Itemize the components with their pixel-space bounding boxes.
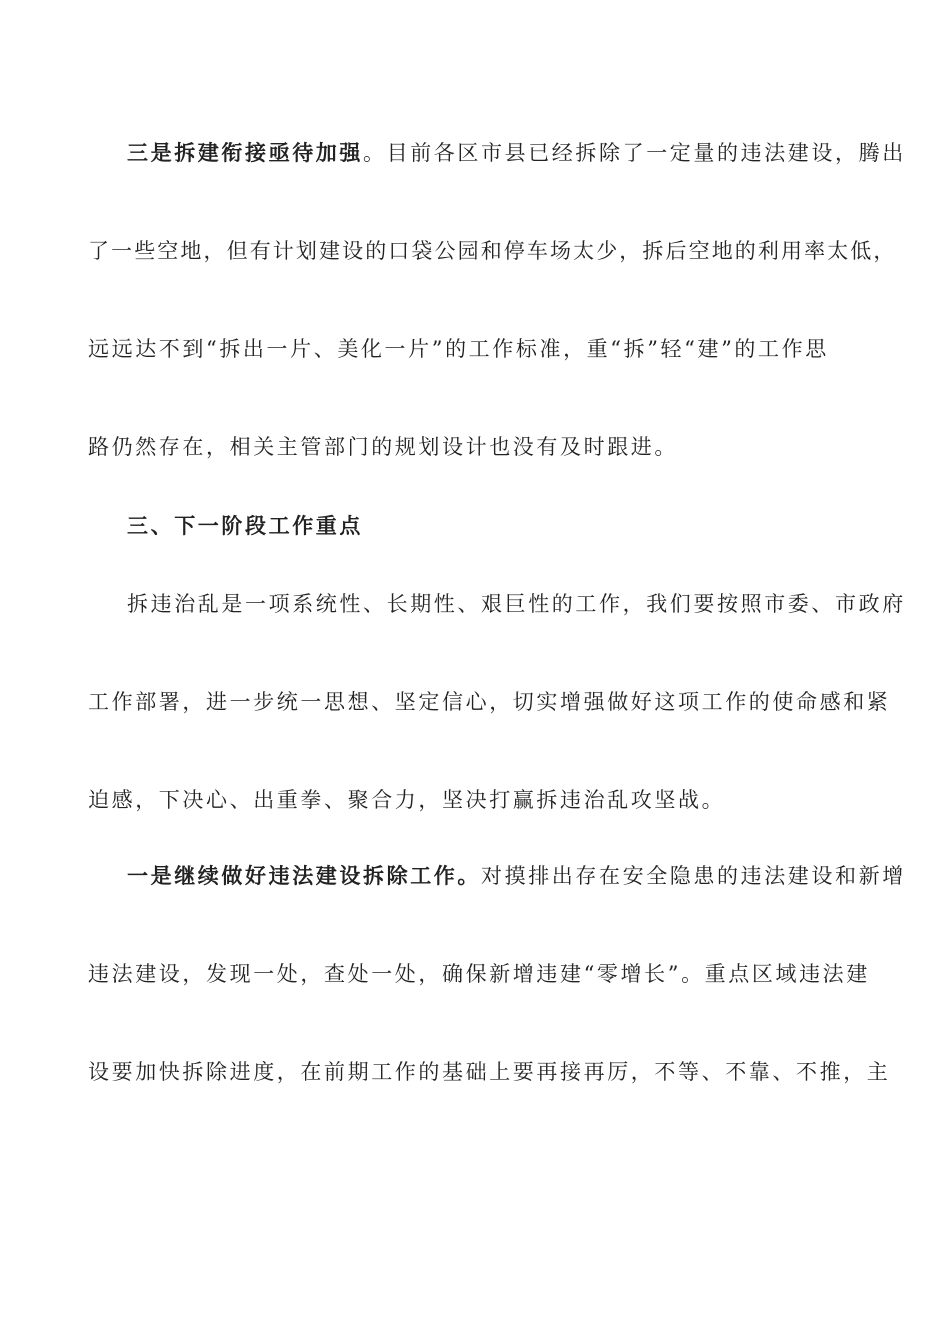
para1-line3: 远远达不到“拆出一片、美化一片”的工作标准，重“拆”轻“建”的工作思 xyxy=(88,337,829,361)
para2-line2: 工作部署，进一步统一思想、坚定信心，切实增强做好这项工作的使命感和紧 xyxy=(88,690,891,714)
para3-line2: 违法建设，发现一处，查处一处，确保新增违建“零增长”。重点区域违法建 xyxy=(88,962,870,986)
para1-line4: 路仍然存在，相关主管部门的规划设计也没有及时跟进。 xyxy=(88,435,678,459)
para1-line2: 了一些空地，但有计划建设的口袋公园和停车场太少，拆后空地的利用率太低， xyxy=(88,239,897,263)
para2-line1: 拆违治乱是一项系统性、长期性、艰巨性的工作，我们要按照市委、市政府 xyxy=(127,592,906,616)
para3-lead-heading: 一是继续做好违法建设拆除工作。 xyxy=(127,863,481,888)
para1-lead-heading: 三是拆建衔接亟待加强 xyxy=(127,140,363,165)
para3-line3: 设要加快拆除进度，在前期工作的基础上要再接再厉，不等、不靠、不推，主 xyxy=(88,1060,891,1084)
para3-line1-text: 对摸排出存在安全隐患的违法建设和新增 xyxy=(481,864,906,888)
section-heading: 三、下一阶段工作重点 xyxy=(127,513,363,538)
para2-line3: 迫感，下决心、出重拳、聚合力，坚决打赢拆违治乱攻坚战。 xyxy=(88,788,726,812)
para1-line1 xyxy=(127,139,906,167)
para3-line1 xyxy=(127,862,906,890)
para1-line1-text: 。目前各区市县已经拆除了一定量的违法建设，腾出 xyxy=(363,141,906,165)
